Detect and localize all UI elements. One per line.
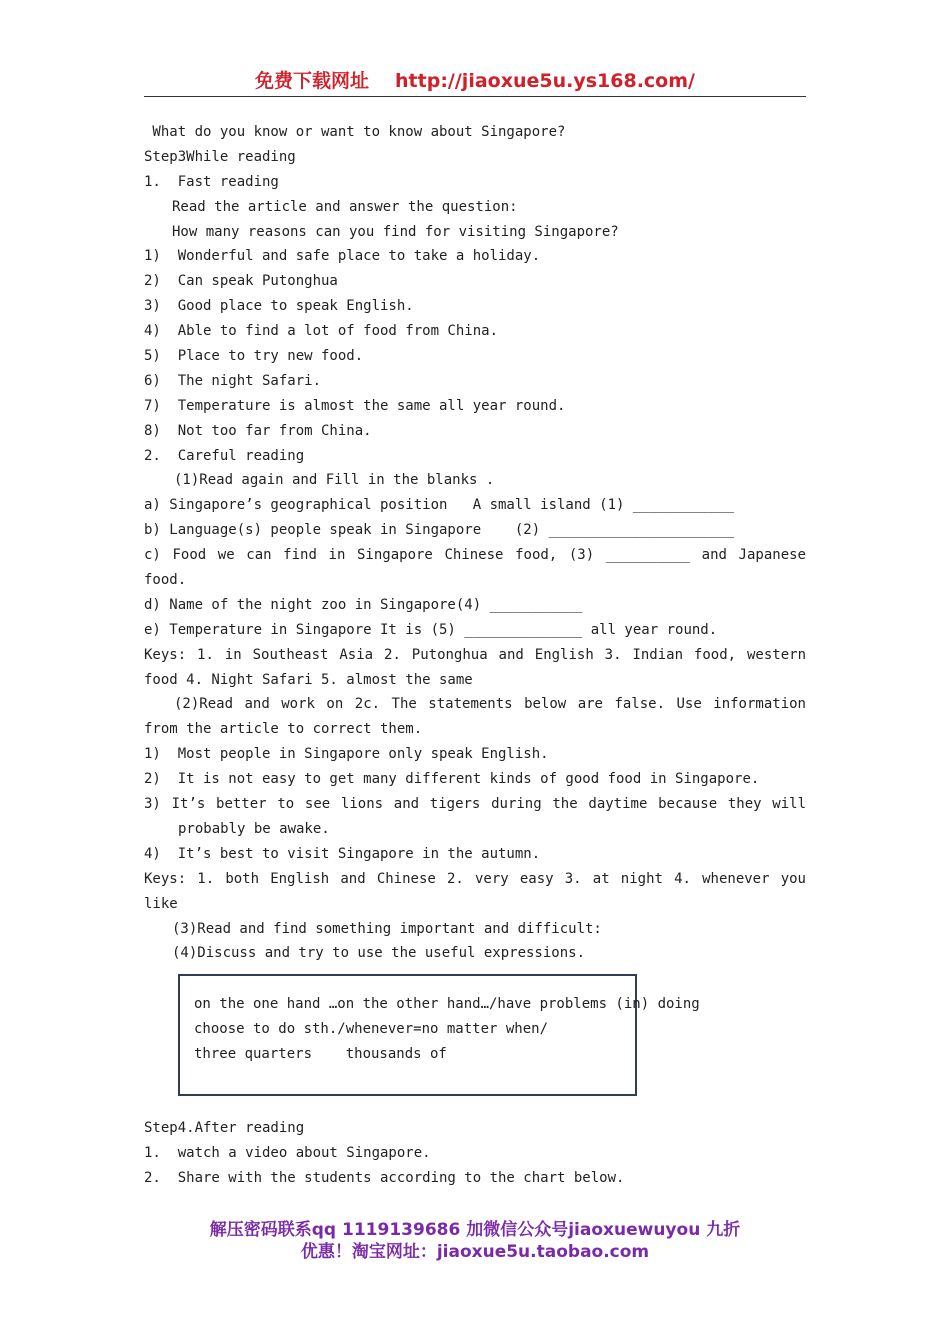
subsection-heading: 1. Fast reading [144,173,279,190]
list-item: 5) Place to try new food. [144,348,364,365]
blank-item: e) Temperature in Singapore It is (5) ______________ all year round. [144,621,718,638]
text-line: What do you know or want to know about Singapore? [144,124,566,140]
list-item: 1. watch a video about Singapore. [144,1144,431,1161]
list-item: 4) Able to find a lot of food from China. [144,323,499,340]
list-item: 2) Can speak Putonghua [144,273,338,290]
list-item: 1) Most people in Singapore only speak English. [144,746,549,763]
expression-line: choose to do sth./whenever=no matter when/ [194,1020,549,1037]
instruction-line: (3)Read and find something important and difficult: [172,920,602,937]
footer-line-2: 优惠！淘宝网址：jiaoxue5u.taobao.com [300,1242,650,1262]
answer-keys: like [144,895,178,912]
expression-line: on the one hand …on the other hand…/have problems (in) doing [194,996,700,1012]
document-body [144,120,806,966]
expression-line: three quarters thousands of [194,1045,447,1062]
instruction-line: (1)Read again and Fill in the blanks . [174,472,495,489]
subsection-heading: 2. Careful reading [144,447,305,464]
answer-keys: Keys: 1. in Southeast Asia 2. Putonghua and English 3. Indian food, western [144,646,806,663]
expressions-list [194,992,700,1067]
after-reading-section [144,1116,806,1191]
list-item: 3) Good place to speak English. [144,298,414,315]
section-heading: Step4.After reading [144,1120,305,1136]
list-item: 7) Temperature is almost the same all year round. [144,397,566,414]
instruction-line: from the article to correct them. [144,721,423,738]
instruction-line: (4)Discuss and try to use the useful expressions. [172,945,586,962]
list-item: 1) Wonderful and safe place to take a holiday. [144,248,541,265]
list-item-continued: probably be awake. [178,820,330,837]
list-item: 4) It’s best to visit Singapore in the autumn. [144,845,541,862]
header-url-link[interactable]: http://jiaoxue5u.ys168.com/ [395,70,695,92]
question-line: How many reasons can you find for visiting Singapore? [172,223,619,240]
list-item: 2. Share with the students according to the chart below. [144,1169,625,1186]
section-heading: Step3While reading [144,148,296,165]
blank-item: b) Language(s) people speak in Singapore (2) ______________________ [144,522,735,539]
instruction-line: (2)Read and work on 2c. The statements below are false. Use information [174,696,806,713]
list-item: 6) The night Safari. [144,372,322,389]
blank-item: d) Name of the night zoo in Singapore(4) ___________ [144,596,583,613]
blank-item: a) Singapore’s geographical position A small island (1) ____________ [144,497,735,514]
answer-keys: Keys: 1. both English and Chinese 2. very easy 3. at night 4. whenever you [144,870,806,887]
blank-item: c) Food we can find in Singapore Chinese food, (3) __________ and Japanese [144,547,806,564]
list-item: 2) It is not easy to get many different kinds of good food in Singapore. [144,771,760,788]
text-line: food. [144,572,187,589]
list-item: 3) It’s better to see lions and tigers during the daytime because they will [144,796,806,813]
footer-line-1: 解压密码联系qq 1119139686 加微信公众号jiaoxuewuyou 九折 [209,1220,741,1240]
instruction-line: Read the article and answer the question: [172,198,518,215]
list-item: 8) Not too far from China. [144,422,372,439]
page-footer [144,1219,806,1263]
header-chinese-title: 免费下载网址 [255,70,370,92]
answer-keys: food 4. Night Safari 5. almost the same [144,671,473,688]
page-header [144,66,806,97]
